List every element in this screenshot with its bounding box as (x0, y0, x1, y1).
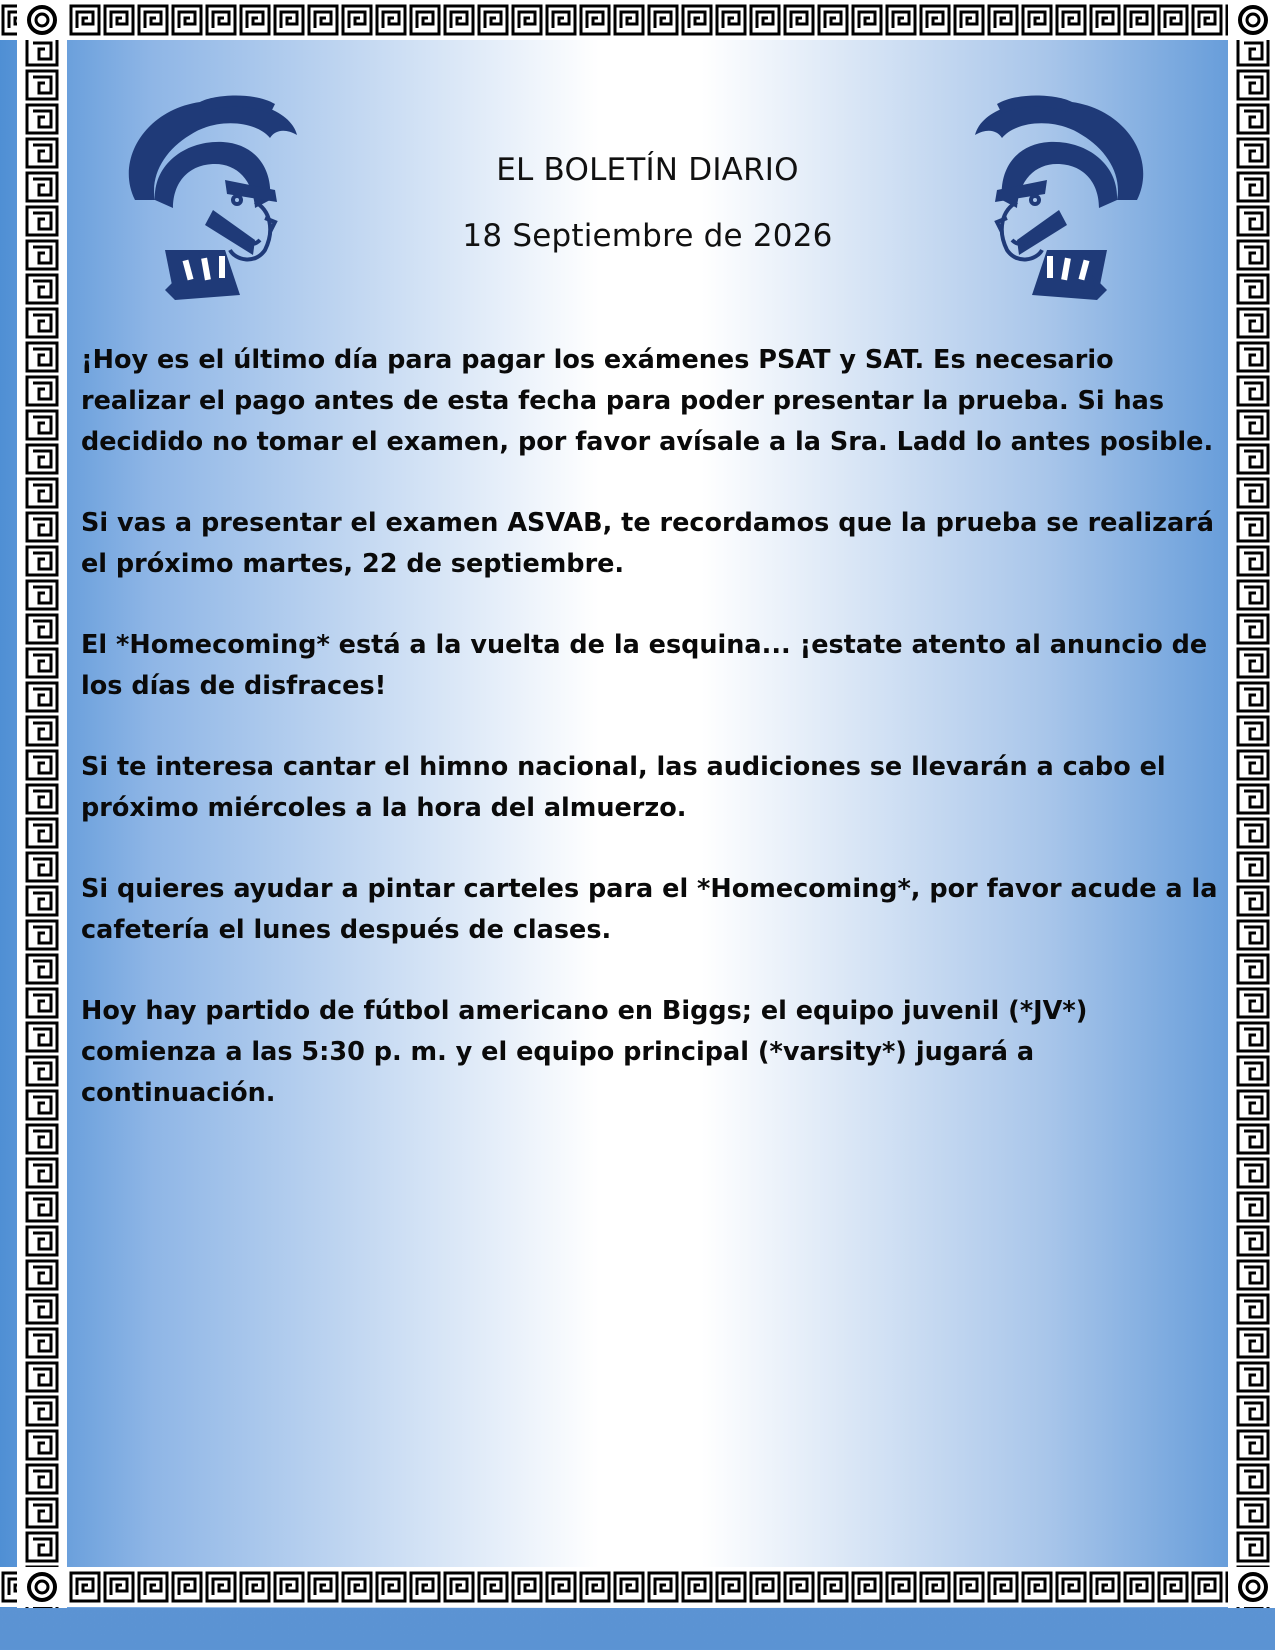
newsletter-title: EL BOLETÍN DIARIO (496, 152, 799, 188)
announcement-psat-sat: ¡Hoy es el último día para pagar los exámenes PSAT y SAT. Es necesario realizar el pago antes de esta fecha para poder presentar la prueba. Si has decidido no tomar el examen, por favor avísale a la Sra. Ladd lo antes posible. (81, 345, 1214, 457)
announcement-anthem-auditions: Si te interesa cantar el himno nacional, las audiciones se llevarán a cabo el próximo miércoles a la hora del almuerzo. (81, 752, 1166, 823)
trojan-helmet-icon (105, 90, 305, 310)
greek-key-border-top (0, 0, 1275, 40)
announcement-football: Hoy hay partido de fútbol americano en Biggs; el equipo juvenil (*JV*) comienza a las 5:30 p. m. y el equipo principal (*varsity*) jugará a continuación. (81, 996, 1088, 1108)
announcement-asvab: Si vas a presentar el examen ASVAB, te recordamos que la prueba se realizará el próximo martes, 22 de septiembre. (81, 508, 1214, 579)
border-corner-bottom-left (17, 1567, 67, 1607)
newsletter-date: 18 Septiembre de 2026 (462, 218, 833, 254)
greek-key-border-right (1228, 0, 1275, 1608)
border-corner-top-right (1228, 0, 1275, 40)
announcement-posters: Si quieres ayudar a pintar carteles para el *Homecoming*, por favor acude a la cafetería el lunes después de clases. (81, 874, 1218, 945)
announcements (81, 340, 1221, 1154)
greek-key-border-left (17, 0, 67, 1608)
newsletter-content (67, 40, 1228, 1567)
border-corner-bottom-right (1228, 1567, 1275, 1607)
trojan-helmet-icon (967, 90, 1167, 310)
announcement-homecoming: El *Homecoming* está a la vuelta de la esquina... ¡estate atento al anuncio de los días de disfraces! (81, 630, 1208, 701)
greek-key-border-bottom (0, 1567, 1275, 1607)
border-corner-top-left (17, 0, 67, 40)
